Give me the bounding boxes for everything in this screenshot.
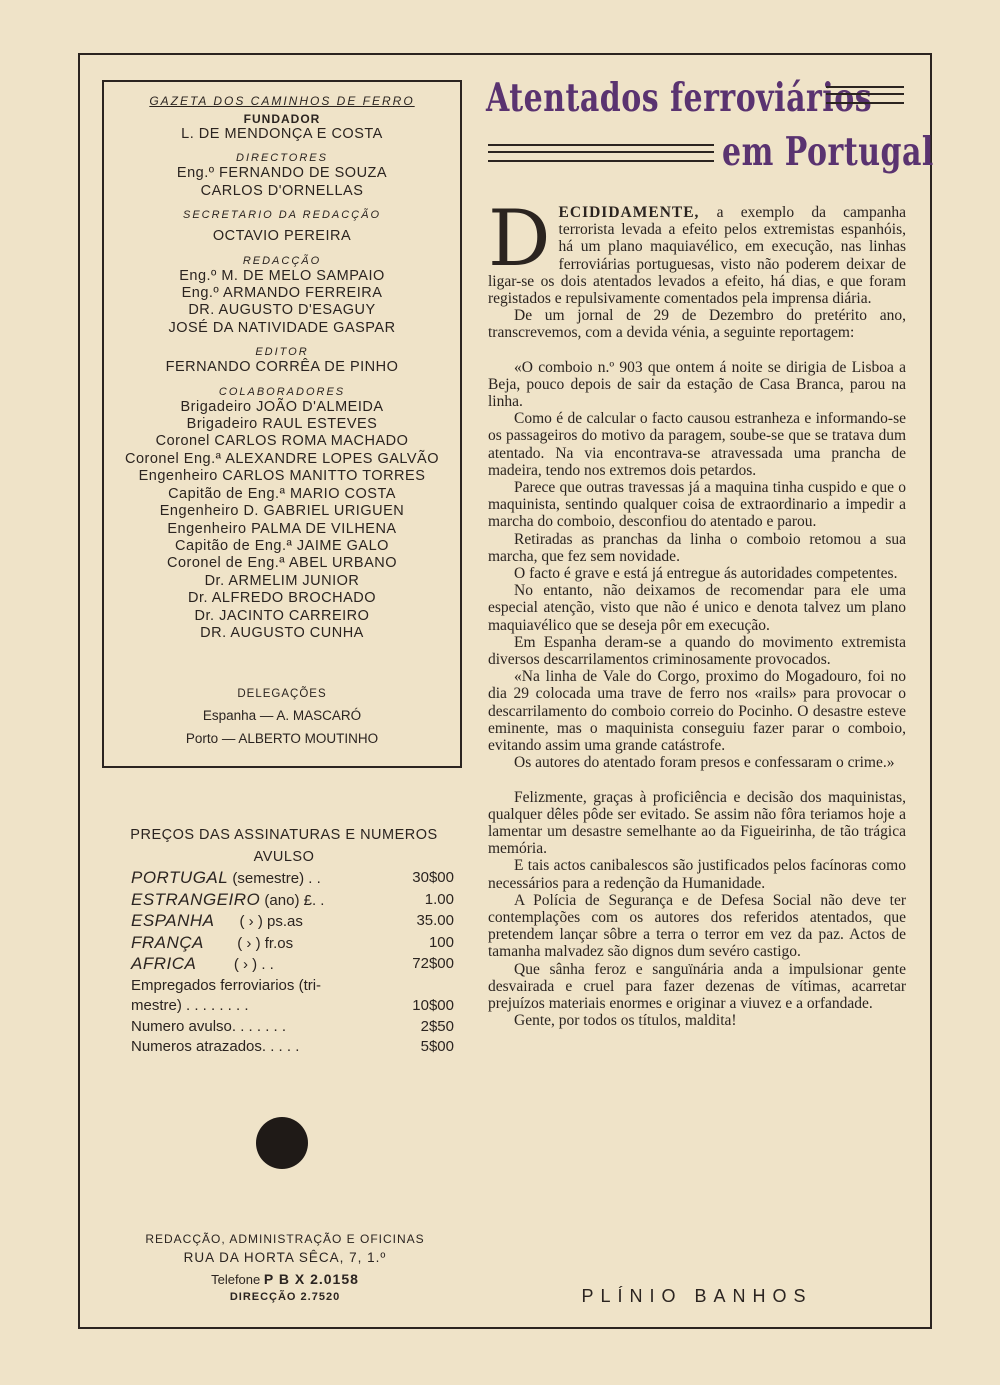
- fundador-label: FUNDADOR: [243, 112, 321, 126]
- price-value: 10$00: [412, 997, 454, 1014]
- headline-rule: [488, 144, 714, 162]
- colaborador-name: Engenheiro PALMA DE VILHENA: [167, 520, 397, 537]
- colaborador-name: Dr. ARMELIM JUNIOR: [204, 572, 360, 589]
- price-name: ESTRANGEIRO: [131, 889, 261, 909]
- price-detail: Numero avulso. . . . . . .: [131, 1017, 287, 1035]
- price-name: AFRICA: [131, 954, 197, 973]
- article-paragraph: E tais actos canibalescos são justificados pelos facínoras como necessários para a redenção da Humanidade.: [488, 857, 906, 892]
- direccao-line: DIRECÇÃO 2.7520: [229, 1291, 341, 1303]
- price-value: [392, 976, 454, 997]
- colaborador-name: Coronel CARLOS ROMA MACHADO: [155, 433, 409, 450]
- price-name: ESPANHA: [131, 911, 215, 930]
- price-row: [114, 868, 454, 890]
- headline-text-1: Atentados ferroviários: [486, 76, 873, 122]
- price-detail: Numeros atrazados. . . . .: [131, 1038, 300, 1055]
- price-name: PORTUGAL: [131, 868, 229, 887]
- colaborador-name: Dr. JACINTO CARREIRO: [194, 607, 370, 624]
- paragraph-gap: [488, 772, 906, 789]
- masthead-box: [102, 80, 462, 768]
- telefone-number: P B X 2.0158: [263, 1271, 359, 1287]
- delegacao-item: Porto — ALBERTO MOUTINHO: [185, 731, 379, 747]
- article-paragraph: De um jornal de 29 de Dezembro do pretérito ano, transcrevemos, com a devida vénia, a seguinte reportagem:: [488, 307, 906, 342]
- price-value: 72$00: [412, 955, 454, 972]
- editor-name: FERNANDO CORRÊA DE PINHO: [165, 359, 399, 376]
- redaccao-name: Eng.º M. DE MELO SAMPAIO: [179, 267, 385, 284]
- price-value: 5$00: [420, 1038, 454, 1055]
- secretario-name: OCTAVIO PEREIRA: [212, 228, 352, 245]
- redaccao-name: DR. AUGUSTO D'ESAGUY: [188, 302, 376, 319]
- masthead-gazeta: GAZETA DOS CAMINHOS DE FERRO: [149, 94, 415, 108]
- colaborador-name: Capitão de Eng.ª JAIME GALO: [175, 537, 389, 554]
- editor-label: EDITOR: [255, 346, 309, 359]
- colaborador-name: Coronel Eng.ª ALEXANDRE LOPES GALVÃO: [124, 450, 440, 467]
- colaborador-name: Dr. ALFREDO BROCHADO: [187, 590, 377, 607]
- prices-title-2: AVULSO: [253, 849, 315, 865]
- price-detail: (semestre) . .: [228, 870, 321, 887]
- director-name: Eng.º FERNANDO DE SOUZA: [176, 165, 388, 182]
- delegacoes-label: DELEGAÇÕES: [237, 688, 327, 701]
- fundador-name: L. DE MENDONÇA E COSTA: [181, 126, 383, 142]
- article-body: [488, 194, 906, 1030]
- headline-line2: [486, 124, 934, 180]
- article-paragraph: Gente, por todos os títulos, maldita!: [514, 1012, 737, 1030]
- price-detail: ( › ) ps.as: [214, 913, 303, 930]
- price-row: [114, 996, 454, 1017]
- article-paragraph: Parece que outras travessas já a maquina tinha cuspido e que o maquinista, sentindo qualquer coisa de extraordinario a impedir a marcha do comboio, desconfiou do atentado e parou.: [488, 479, 906, 531]
- headline-rule: [826, 86, 904, 104]
- price-value: 1.00: [424, 890, 454, 908]
- directores-label: DIRECTORES: [236, 152, 328, 165]
- telefone-label: Telefone: [211, 1272, 261, 1287]
- address-block: [110, 1232, 460, 1303]
- article-paragraph: [488, 194, 906, 308]
- headline-line1: [486, 70, 916, 126]
- headline-text-2: em Portugal: [722, 130, 934, 176]
- redaccao-name: Eng.º ARMANDO FERREIRA: [181, 285, 383, 302]
- price-row: [114, 911, 454, 933]
- delegacao-item: Espanha — A. MASCARÓ: [202, 708, 362, 724]
- price-row: [114, 1037, 454, 1058]
- price-value: 100: [428, 933, 454, 951]
- colaborador-name: Engenheiro CARLOS MANITTO TORRES: [138, 468, 426, 485]
- price-row: [114, 933, 454, 955]
- redaccao-label: REDACÇÃO: [242, 254, 322, 267]
- price-row: [114, 954, 454, 976]
- redaccao-name: JOSÉ DA NATIVIDADE GASPAR: [168, 319, 396, 336]
- article-paragraph: Os autores do atentado foram presos e confessaram o crime.»: [514, 754, 895, 772]
- address-line1: REDACÇÃO, ADMINISTRAÇÃO E OFICINAS: [145, 1232, 425, 1246]
- price-detail: ( › ) . .: [196, 956, 274, 973]
- price-row: [114, 976, 454, 997]
- article-paragraph: Retiradas as pranchas da linha o comboio retomou a sua marcha, que fez sem novidade.: [488, 530, 906, 565]
- colaborador-name: Capitão de Eng.ª MARIO COSTA: [168, 485, 396, 502]
- article-paragraph: A Polícia de Segurança e de Defesa Social não deve ter contemplações com os autores dos referidos atentados, que pretendem lançar sôbre a terra o terror em vez da paz. Actos de tamanha malvadez são dignos dum sevéro castigo.: [488, 891, 906, 961]
- price-detail: Empregados ferroviarios (tri-: [131, 976, 322, 994]
- secretario-label: SECRETARIO DA REDACÇÃO: [182, 209, 382, 222]
- colaborador-name: Brigadeiro RAUL ESTEVES: [186, 416, 378, 433]
- price-value: 2$50: [420, 1017, 454, 1035]
- price-value: 35.00: [416, 912, 454, 929]
- price-row: [114, 890, 454, 912]
- seal-stamp: [256, 1117, 308, 1169]
- drop-cap: D: [488, 194, 551, 284]
- price-detail: mestre) . . . . . . . .: [131, 997, 249, 1014]
- colaborador-name: Coronel de Eng.ª ABEL URBANO: [167, 555, 397, 572]
- prices-title: PREÇOS DAS ASSINATURAS E NUMEROS: [130, 827, 438, 843]
- article-author: PLÍNIO BANHOS: [581, 1286, 813, 1306]
- colaborador-name: DR. AUGUSTO CUNHA: [200, 624, 364, 641]
- price-value: 30$00: [412, 869, 454, 886]
- lead-word: ECIDIDAMENTE,: [558, 204, 700, 221]
- article-paragraph: O facto é grave e está já entregue ás autoridades competentes.: [514, 565, 898, 583]
- director-name: CARLOS D'ORNELLAS: [200, 182, 364, 199]
- article-paragraph: No entanto, não deixamos de recomendar para ele uma especial atenção, visto que não é unico e denota talvez um plano maquiavélico que se deseja pôr em execução.: [488, 582, 906, 634]
- price-row: [114, 1017, 454, 1038]
- article-paragraph: Que sânha feroz e sanguïnária anda a impulsionar gente desvairada e cruel para fazer dezenas de vítimas, acarretar prejuízos materiais enormes e originar a viuvez e a orfandade.: [488, 960, 906, 1012]
- paragraph-gap: [488, 342, 906, 359]
- subscription-prices: [114, 824, 454, 1058]
- article-paragraph: «Na linha de Vale do Corgo, proximo do Mogadouro, foi no dia 29 colocada uma trave de ferro nos «rails» para provocar o descarrilamento do comboio correio do Pocinho. O desastre esteve eminente, mas o maquinista conseguiu fazer parar o comboio, evitando assim uma grande catástrofe.: [488, 668, 906, 755]
- article-paragraph: Como é de calcular o facto causou estranheza e informando-se os passageiros do motivo da paragem, soube-se que se tratava dum atentado. Na via encontrava-se atravessada uma prancha de madeira, tendo nos extremos dois petardos.: [488, 410, 906, 479]
- address-line2: RUA DA HORTA SÊCA, 7, 1.º: [183, 1250, 387, 1265]
- price-detail: ( › ) fr.os: [203, 934, 294, 952]
- lead-rest: a exemplo da campanha terrorista levada a efeito pelos extremistas espanhóis, há um plano maquiavélico, em execução, nas linhas ferroviárias portuguesas, visto não poderem deixar de ligar-se os dois atentados levados a efeito, há dias, e que foram registados e repulsivamente comentados pela imprensa diária.: [488, 204, 906, 308]
- telefone-line: [110, 1271, 460, 1287]
- price-detail: (ano) £. .: [260, 891, 325, 909]
- colaboradores-label: COLABORADORES: [218, 385, 346, 398]
- article-paragraph: Felizmente, graças à proficiência e decisão dos maquinistas, qualquer dêles pôde ser evitado. Se assim não fôra teriamos hoje a lamentar um desastre semelhante ao da Figueirinha, de tão trágica memória.: [488, 788, 906, 858]
- article-paragraph: «O comboio n.º 903 que ontem á noite se dirigia de Lisboa a Beja, pouco depois de sair da estação de Casa Branca, parou na linha.: [488, 358, 906, 411]
- colaborador-name: Brigadeiro JOÃO D'ALMEIDA: [180, 398, 384, 415]
- price-name: FRANÇA: [131, 932, 204, 952]
- article-paragraph: Em Espanha deram-se a quando do movimento extremista diversos descarrilamentos criminosamente provocados.: [488, 633, 906, 669]
- colaborador-name: Engenheiro D. GABRIEL URIGUEN: [159, 503, 405, 520]
